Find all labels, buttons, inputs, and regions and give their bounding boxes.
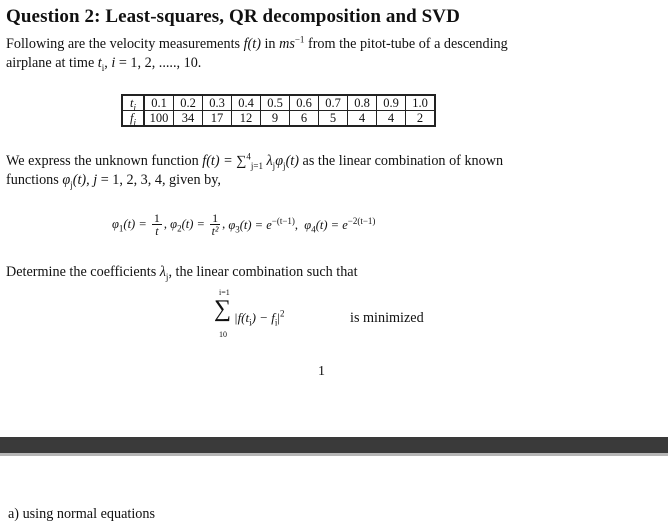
- minimized-text: is minimized: [350, 310, 424, 326]
- express-line-1: We express the unknown function f(t) = ∑$^4_{j=1}$ $\lambda_j\varphi_j(t)$ as the linear combination of known: [6, 151, 504, 171]
- question-title: Question 2: Least-squares, QR decomposition and SVD: [6, 6, 460, 27]
- table-cell: 0.5: [261, 95, 290, 111]
- table-cell: 0.6: [290, 95, 319, 111]
- table-cell: 0.8: [348, 95, 377, 111]
- index-symbol: i: [111, 55, 116, 71]
- table-cell: 12: [232, 111, 261, 127]
- sum-expression: $|f(t_i) - f_i|^2$: [234, 308, 285, 328]
- intro-text: airplane at time: [6, 55, 98, 71]
- intro-text: in: [260, 36, 280, 52]
- phi4-formula: $\varphi_4(t) = e^{-2(t-1)}$: [304, 215, 376, 234]
- table-cell: 17: [203, 111, 232, 127]
- determine-line: Determine the coefficients $\lambda_j$, the linear combination such that: [6, 264, 358, 282]
- table-cell: 0.4: [232, 95, 261, 111]
- fraction: $\frac{1}{t}$: [153, 211, 160, 238]
- objective-sum: [210, 288, 470, 348]
- time-symbol: t: [97, 55, 102, 71]
- intro-text: from the pitot-tube of a descending: [304, 36, 508, 52]
- table-cell: 9: [261, 111, 290, 127]
- table-row-time: [122, 95, 435, 111]
- table-cell: 0.2: [174, 95, 203, 111]
- express-line-2: functions $\varphi_j(t)$, j = 1, 2, 3, 4, given by,: [6, 172, 221, 190]
- table-header-t: $t_i$: [122, 95, 144, 111]
- intro-line-1: [6, 35, 508, 54]
- intro-text: ,: [104, 55, 112, 71]
- fraction: $\frac{1}{\text{t²}}$: [211, 211, 219, 238]
- sigma-symbol: ∑: [214, 296, 232, 322]
- table-cell: 34: [174, 111, 203, 127]
- table-cell: 5: [319, 111, 348, 127]
- intro-text: Following are the velocity measurements: [6, 36, 244, 52]
- table-cell: 0.7: [319, 95, 348, 111]
- unit-exponent: −1: [294, 34, 305, 45]
- table-cell: 4: [348, 111, 377, 127]
- page-number: 1: [318, 364, 325, 379]
- intro-line-2: [6, 54, 201, 73]
- phi2-formula: $\varphi_2(t)$ = $\frac{1}{\text{t²}}$ ,: [170, 211, 229, 238]
- table-row-velocity: [122, 111, 435, 127]
- unit-symbol: ms: [279, 36, 295, 52]
- phi3-formula: $\varphi_3(t) = e^{-(t-1)}$,: [228, 215, 305, 234]
- intro-text: = 1, 2, ....., 10.: [115, 55, 202, 71]
- table-cell: 0.9: [377, 95, 406, 111]
- time-subscript: i: [101, 62, 105, 73]
- table-cell: 4: [377, 111, 406, 127]
- table-cell: 0.1: [144, 95, 174, 111]
- table-cell: 1.0: [406, 95, 436, 111]
- page-separator: [0, 437, 668, 453]
- table-cell: 0.3: [203, 95, 232, 111]
- sum-lower-limit: 10: [219, 330, 227, 339]
- sum-upper-limit: i=1: [219, 288, 230, 297]
- phi1-formula: $\varphi_1(t)$ = $\frac{1}{t}$ ,: [112, 211, 171, 238]
- function-f-symbol: f(t): [243, 36, 261, 52]
- table-cell: 100: [144, 111, 174, 127]
- table-cell: 2: [406, 111, 436, 127]
- part-a-text: a) using normal equations: [8, 506, 155, 522]
- table-cell: 6: [290, 111, 319, 127]
- basis-functions: [112, 212, 375, 238]
- measurement-table: [121, 94, 436, 127]
- page-separator-shadow: [0, 453, 668, 456]
- table-header-f: $f_i$: [122, 111, 144, 127]
